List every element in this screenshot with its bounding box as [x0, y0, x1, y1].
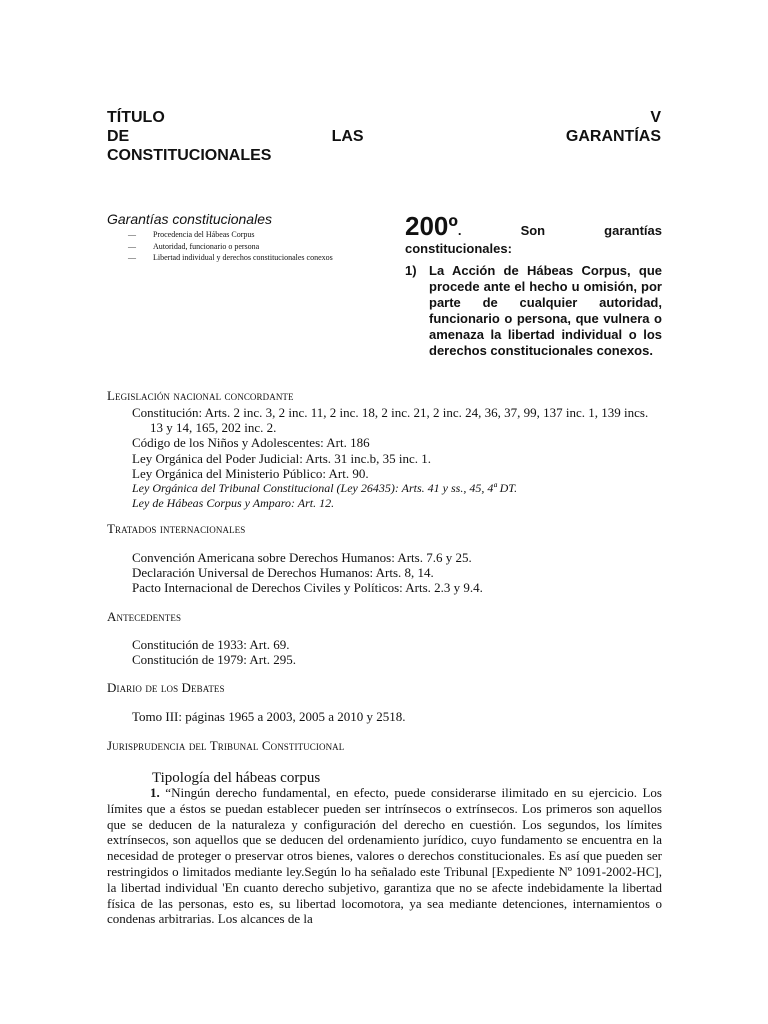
- sidebar-item-text: Libertad individual y derechos constitucionales conexos: [153, 253, 333, 262]
- section-body-diario: [132, 709, 662, 724]
- list-item: Ley Orgánica del Ministerio Público: Art. 90.: [132, 465, 369, 481]
- list-item: Pacto Internacional de Derechos Civiles y Políticos: Arts. 2.3 y 9.4.: [132, 580, 483, 596]
- paragraph-text: “Ningún derecho fundamental, en efecto, puede considerarse ilimitado en su ejercicio. Los límites que a éstos se puedan establecer pueden ser intrínsecos o extrínsecos. Los primeros son aquellos que se deducen de la naturaleza y configuración del derecho en cuestión. Los segundos, los límites extrínsecos, son aquellos que se deducen del ordenamiento jurídico, cuyo fundamento se encuentra en la necesidad de proteger o preservar otros bienes, valores o derechos constitucionales. Es así que pueden ser restringidos o limitados mediante ley.Según lo ha señalado este Tribunal [Expediente Nº 1091-2002-HC], la libertad individual 'En cuanto derecho subjetivo, garantiza que no se afecte indebidamente la libertad física de las personas, esto es, su libertad locomotora, ya sea mediante detenciones, internamientos o condenas arbitrarias. Los alcances de la: [107, 785, 662, 927]
- sidebar-item: [128, 252, 358, 264]
- title-line-2: [107, 127, 661, 146]
- article-item: [405, 263, 662, 359]
- title-line-3: [107, 146, 661, 165]
- dash: —: [128, 241, 136, 251]
- title-word: GARANTÍAS: [565, 128, 661, 145]
- subsection-title: Tipología del hábeas corpus: [152, 770, 321, 786]
- dash: —: [128, 230, 136, 239]
- article-word: Son: [520, 223, 546, 238]
- jurisprudence-paragraph: [107, 785, 662, 927]
- paragraph-number: 1.: [150, 785, 160, 800]
- article-number: 200º: [405, 211, 458, 241]
- article-line-2: constitucionales:: [405, 241, 512, 256]
- title-word: DE: [107, 128, 130, 145]
- article-word: garantías: [604, 223, 662, 238]
- dash: —: [128, 253, 136, 262]
- list-item: Código de los Niños y Adolescentes: Art. 186: [132, 435, 370, 451]
- list-item: Constitución: Arts. 2 inc. 3, 2 inc. 11, 2 inc. 18, 2 inc. 21, 2 inc. 24, 36, 37, 99, 137 inc. 1, 139 incs. 13 y 14, 165, 202 inc. 2.: [132, 405, 649, 436]
- list-item: Declaración Universal de Derechos Humanos: Arts. 8, 14.: [132, 565, 434, 581]
- section-body-antecedentes: [132, 637, 662, 667]
- section-heading-antecedentes: Antecedentes: [107, 609, 182, 624]
- section-heading-diario: Diario de los Debates: [107, 680, 225, 695]
- title-word: TÍTULO: [107, 109, 165, 126]
- section-body-tratados: [132, 550, 662, 596]
- article-dot: .: [457, 223, 462, 238]
- sidebar-item-text: Autoridad, funcionario o persona: [153, 241, 260, 251]
- list-item: Constitución de 1979: Art. 295.: [132, 652, 296, 668]
- list-item: Ley Orgánica del Poder Judicial: Arts. 31 inc.b, 35 inc. 1.: [132, 450, 432, 466]
- title-line-1: [107, 108, 661, 127]
- list-item: Constitución de 1933: Art. 69.: [132, 637, 290, 652]
- article-first-line: [405, 211, 662, 241]
- list-item: Convención Americana sobre Derechos Humanos: Arts. 7.6 y 25.: [132, 550, 472, 565]
- title-word: CONSTITUCIONALES: [107, 147, 272, 164]
- sidebar-list: [128, 229, 358, 264]
- article-item-text: La Acción de Hábeas Corpus, que procede ante el hecho u omisión, por parte de cualquier autoridad, funcionario o persona, que vulnera o amenaza la libertad individual o los derechos constitucionales conexos.: [429, 263, 662, 358]
- section-body-legislacion: [132, 405, 662, 511]
- sidebar-item: [128, 229, 358, 241]
- article-item-number: 1): [405, 263, 417, 278]
- section-heading-tratados: Tratados internacionales: [107, 521, 246, 536]
- sidebar-item: [128, 241, 358, 253]
- list-item: Tomo III: páginas 1965 a 2003, 2005 a 2010 y 2518.: [132, 709, 406, 724]
- sidebar-heading: Garantías constitucionales: [107, 211, 272, 227]
- list-item-italic: Ley Orgánica del Tribunal Constitucional (Ley 26435): Arts. 41 y ss., 45, 4ª DT.: [132, 481, 518, 496]
- title-word: LAS: [331, 128, 364, 145]
- title-word: V: [650, 109, 661, 126]
- section-heading-jurisprudencia: Jurisprudencia del Tribunal Constitucional: [107, 738, 345, 753]
- section-heading-legislacion: Legislación nacional concordante: [107, 388, 294, 403]
- article-box: [405, 211, 662, 359]
- sidebar-item-text: Procedencia del Hábeas Corpus: [153, 230, 255, 239]
- list-item-italic: Ley de Hábeas Corpus y Amparo: Art. 12.: [132, 496, 335, 511]
